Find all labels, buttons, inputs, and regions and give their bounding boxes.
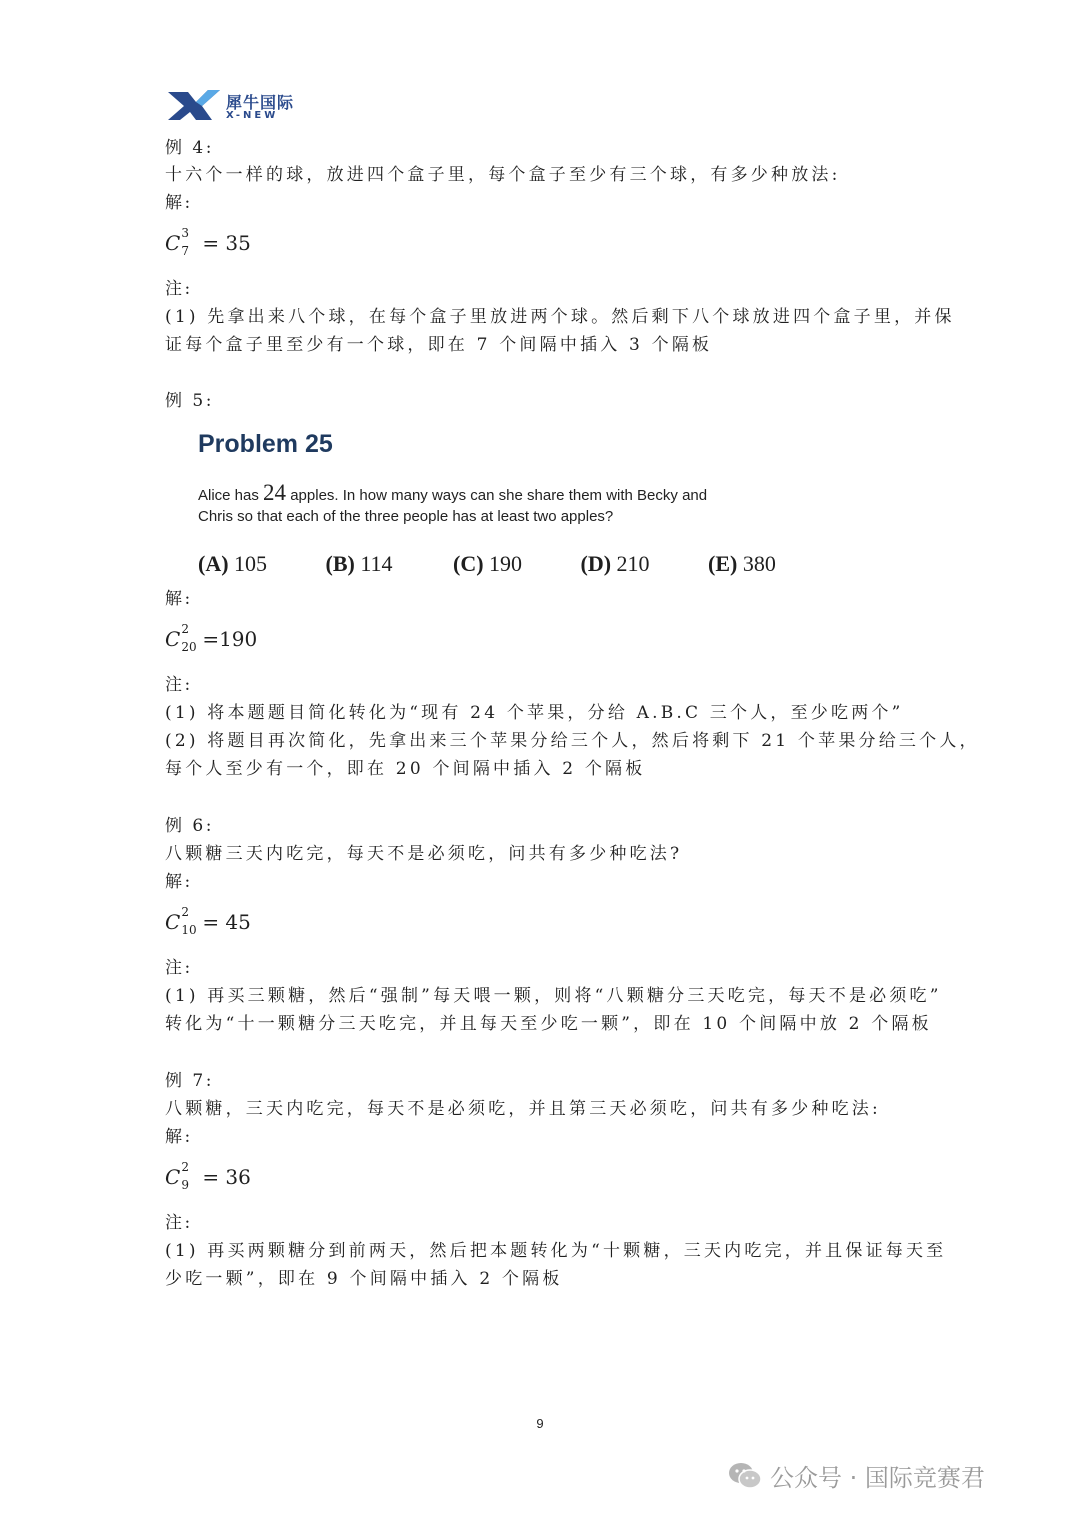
problem-number: 24 — [263, 480, 287, 505]
example-7-question: 八颗糖，三天内吃完，每天不是必须吃，并且第三天必须吃，问共有多少种吃法: — [165, 1099, 881, 1119]
formula-result: = 35 — [202, 231, 251, 255]
logo-chinese-name: 犀牛国际 — [226, 93, 295, 112]
example-7-formula: C 2 9 = 36 — [165, 1159, 251, 1192]
wechat-watermark — [728, 1458, 985, 1496]
example-7-note-line-1: (1) 再买两颗糖分到前两天，然后把本题转化为“十颗糖，三天内吃完，并且保证每天至 — [165, 1241, 947, 1261]
page-number: 9 — [536, 1416, 544, 1431]
answer-choices — [198, 551, 830, 577]
example-4-solution-label: 解: — [165, 193, 193, 213]
x-new-logo — [166, 86, 306, 126]
example-7-label: 例 7: — [165, 1071, 214, 1091]
example-4-label: 例 4: — [165, 138, 214, 158]
problem-text: Alice has 24 apples. In how many ways can she share them with Becky and Chris so that each of the three people has at least two apples? — [198, 480, 708, 525]
example-4-note-line-2: 证每个盒子里至少有一个球，即在 7 个间隔中插入 3 个隔板 — [165, 335, 713, 355]
example-7-note-label: 注: — [165, 1213, 193, 1233]
choice-d: (D) 210 — [580, 551, 650, 576]
example-4-note-line-1: (1) 先拿出来八个球，在每个盒子里放进两个球。然后剩下八个球放进四个盒子里，并保 — [165, 307, 955, 327]
choice-c: (C) 190 — [453, 551, 523, 576]
example-5-note-label: 注: — [165, 675, 193, 695]
example-6-note-label: 注: — [165, 958, 193, 978]
choice-e: (E) 380 — [708, 551, 776, 576]
example-5-formula: C 2 20 =190 — [165, 621, 258, 654]
example-5-note-line-3: 每个人至少有一个，即在 20 个间隔中插入 2 个隔板 — [165, 759, 646, 779]
example-6-note-line-1: (1) 再买三颗糖，然后“强制”每天喂一颗，则将“八颗糖分三天吃完，每天不是必须吃” — [165, 986, 942, 1006]
x-new-logo-icon — [166, 86, 222, 122]
example-5-label: 例 5: — [165, 391, 214, 411]
example-6-question: 八颗糖三天内吃完，每天不是必须吃，问共有多少种吃法? — [165, 844, 683, 864]
choice-a: (A) 105 — [198, 551, 268, 576]
wechat-official-account-icon — [728, 1462, 762, 1496]
example-7-solution-label: 解: — [165, 1127, 193, 1147]
formula-subscript: 7 — [181, 243, 189, 258]
example-6-note-line-2: 转化为“十一颗糖分三天吃完，并且每天至少吃一颗”，即在 10 个间隔中放 2 个隔板 — [165, 1014, 932, 1034]
formula-superscript: 3 — [181, 225, 189, 240]
example-5-note-line-1: (1) 将本题题目简化转化为“现有 24 个苹果，分给 A.B.C 三个人，至少吃两个” — [165, 703, 904, 723]
example-5-solution-label: 解: — [165, 589, 193, 609]
example-6-label: 例 6: — [165, 816, 214, 836]
example-4-question: 十六个一样的球，放进四个盒子里，每个盒子至少有三个球，有多少种放法: — [165, 165, 841, 185]
example-7-note-line-2: 少吃一颗”，即在 9 个间隔中插入 2 个隔板 — [165, 1269, 563, 1289]
example-6-solution-label: 解: — [165, 872, 193, 892]
example-4-formula: C 3 7 = 35 — [165, 225, 251, 258]
example-6-formula: C 2 10 = 45 — [165, 904, 251, 937]
choice-b: (B) 114 — [325, 551, 393, 576]
problem-title: Problem 25 — [198, 430, 333, 458]
logo-english-name: X-NEW — [226, 110, 279, 121]
watermark-text: 公众号 · 国际竞赛君 — [770, 1464, 985, 1492]
example-5-note-line-2: (2) 将题目再次简化，先拿出来三个苹果分给三个人，然后将剩下 21 个苹果分给三个人， — [165, 731, 980, 751]
example-4-note-label: 注: — [165, 279, 193, 299]
